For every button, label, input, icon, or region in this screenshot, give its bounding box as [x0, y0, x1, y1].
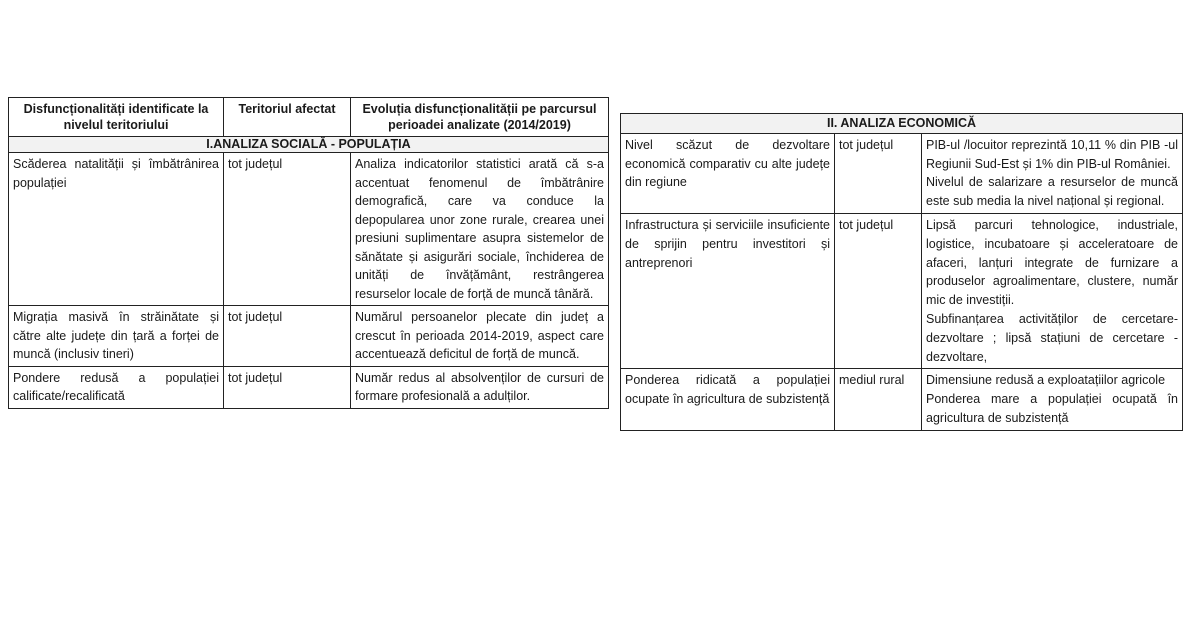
- header-territory: Teritoriul afectat: [224, 98, 351, 137]
- economic-analysis-table: [620, 113, 1183, 431]
- section-row-social: [9, 137, 609, 153]
- social-analysis-table: [8, 97, 609, 409]
- table-row: [621, 213, 1183, 368]
- evolution-cell: Analiza indicatorilor statistici arată că s-a accentuat fenomenul de îmbătrânire demografică, care va conduce la depopularea unor zone rurale, crearea unei presiuni suplimentare asupra sistemelor de sănătate și asigurări sociale, închiderea de unități de învățământ, restrângerea resurselor locale de forță de muncă tânără.: [351, 153, 609, 306]
- header-evolution: Evoluția disfuncționalității pe parcursul perioadei analizate (2014/2019): [351, 98, 609, 137]
- problem-cell: Migrația masivă în străinătate și către alte județe din țară a forței de muncă (inclusiv tineri): [9, 306, 224, 367]
- section-title-social: I.ANALIZA SOCIALĂ - POPULAȚIA: [9, 137, 609, 153]
- evolution-paragraph: Subfinanțarea activităților de cercetare-dezvoltare ; lipsă stațiuni de cercetare -dezvoltare,: [926, 311, 1179, 364]
- territory-cell: mediul rural: [835, 369, 922, 430]
- problem-cell: Ponderea ridicată a populației ocupate în agricultura de subzistență: [621, 369, 835, 430]
- header-dysfunctions: Disfuncționalități identificate la nivelul teritoriului: [9, 98, 224, 137]
- table-row: [9, 366, 609, 408]
- evolution-paragraph: Dimensiune redusă a exploatațiilor agricole: [926, 373, 1166, 388]
- table-row: [9, 306, 609, 367]
- territory-cell: tot județul: [835, 133, 922, 213]
- table-row: [9, 153, 609, 306]
- problem-cell: Scăderea natalității și îmbătrânirea populației: [9, 153, 224, 306]
- table-header-row: [9, 98, 609, 137]
- section-row-economic: [621, 114, 1183, 134]
- evolution-cell: [922, 213, 1183, 368]
- evolution-paragraph: Lipsă parcuri tehnologice, industriale, logistice, incubatoare și acceleratoare de afaceri, lanțuri integrate de furnizare a produselor agroalimentare, clustere, număr mic de investiții.: [926, 217, 1179, 308]
- evolution-cell: Număr redus al absolvenților de cursuri de formare profesională a adulților.: [351, 366, 609, 408]
- section-title-economic: II. ANALIZA ECONOMICĂ: [621, 114, 1183, 134]
- territory-cell: tot județul: [224, 153, 351, 306]
- evolution-cell: [922, 133, 1183, 213]
- territory-cell: tot județul: [835, 213, 922, 368]
- evolution-cell: Numărul persoanelor plecate din județ a crescut în perioada 2014-2019, aspect care accentuează deficitul de forță de muncă.: [351, 306, 609, 367]
- territory-cell: tot județul: [224, 306, 351, 367]
- problem-cell: Pondere redusă a populației calificate/recalificată: [9, 366, 224, 408]
- territory-cell: tot județul: [224, 366, 351, 408]
- problem-cell: Infrastructura și serviciile insuficiente de sprijin pentru investitori și antreprenori: [621, 213, 835, 368]
- problem-cell: Nivel scăzut de dezvoltare economică comparativ cu alte județe din regiune: [621, 133, 835, 213]
- evolution-paragraph: PIB-ul /locuitor reprezintă 10,11 % din PIB -ul Regiunii Sud-Est și 1% din PIB-ul României.: [926, 137, 1179, 171]
- evolution-paragraph: Nivelul de salarizare a resurselor de muncă este sub media la nivel național și regional.: [926, 175, 1179, 209]
- evolution-cell: [922, 369, 1183, 430]
- table-row: [621, 133, 1183, 213]
- table-row: [621, 369, 1183, 430]
- evolution-paragraph: Ponderea mare a populației ocupată în agricultura de subzistență: [926, 392, 1179, 425]
